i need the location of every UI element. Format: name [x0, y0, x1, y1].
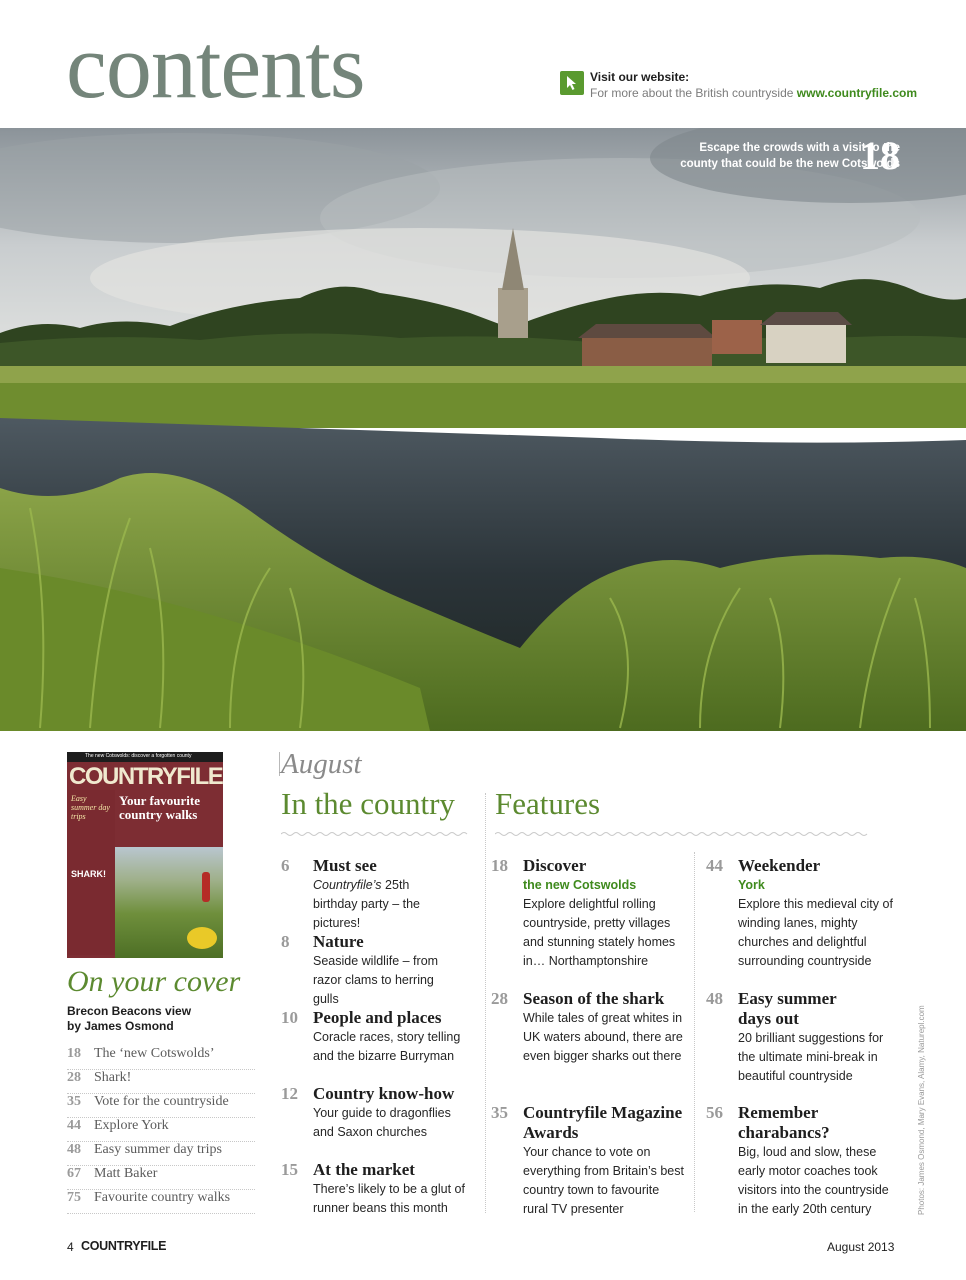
river-landscape-illustration [0, 128, 966, 731]
item-heading: Weekender [738, 856, 821, 875]
hero-caption-line: county that could be the new Cotswolds [680, 158, 900, 170]
cover-headline: Your favourite country walks [119, 793, 201, 822]
cover-list-text: Matt Baker [94, 1166, 158, 1181]
cover-list-text: The ‘new Cotswolds’ [94, 1046, 215, 1061]
cover-list-item[interactable] [67, 1094, 255, 1118]
cover-list-number: 28 [67, 1070, 81, 1085]
item-text [313, 876, 451, 933]
item-text: There’s likely to be a glut of runner beans this month [313, 1182, 465, 1215]
cover-list-text: Explore York [94, 1118, 169, 1133]
item-heading: Nature [313, 932, 364, 951]
cover-list-item[interactable] [67, 1142, 255, 1166]
item-text-body: 25th birthday party – the pictures! [313, 878, 421, 930]
item-page-number: 35 [491, 1103, 508, 1122]
item-text: Your chance to vote on everything from Britain’s best country town to favourite rural TV presenter [523, 1145, 684, 1216]
item-page-number: 12 [281, 1084, 298, 1103]
cover-credit [67, 1004, 227, 1034]
cover-top-tag: The new Cotswolds: discover a forgotten county [85, 753, 192, 759]
item-heading: Season of the shark [523, 989, 665, 1008]
item-text: Big, loud and slow, these early motor coaches took visitors into the countryside in the early 20th century [738, 1145, 889, 1216]
cover-credit-line: by James Osmond [67, 1019, 174, 1033]
cover-list-number: 48 [67, 1142, 81, 1157]
cover-list-text: Vote for the countryside [94, 1094, 229, 1109]
cover-list-item[interactable] [67, 1118, 255, 1142]
hero-photo [0, 128, 966, 731]
cover-masthead: COUNTRYFILE [69, 763, 223, 790]
contents-item[interactable] [281, 1008, 471, 1066]
divider [279, 752, 280, 776]
item-page-number: 28 [491, 989, 508, 1008]
cover-list-number: 44 [67, 1118, 81, 1133]
page-title: contents [66, 15, 365, 117]
in-the-country-heading: In the country [281, 786, 455, 821]
cover-list-number: 18 [67, 1046, 81, 1061]
magazine-cover[interactable] [67, 752, 223, 958]
cover-list-item[interactable] [67, 1046, 255, 1070]
cover-list-number: 75 [67, 1190, 81, 1205]
item-text-italic: Countryfile’s [313, 878, 382, 892]
cover-list-number: 35 [67, 1094, 81, 1109]
item-text: Explore delightful rolling countryside, pretty villages and stunning stately homes in… Northamptonshire [523, 897, 676, 968]
item-page-number: 10 [281, 1008, 298, 1027]
cover-list-text: Shark! [94, 1070, 132, 1085]
website-title: Visit our website: [590, 70, 690, 84]
website-line [590, 86, 917, 100]
item-heading: Countryfile Magazine Awards [523, 1103, 683, 1142]
wavy-rule [495, 830, 895, 838]
issue-month: August [281, 748, 362, 780]
cover-section-title: On your cover [67, 965, 241, 998]
cover-left-teaser: Easy summer day trips [71, 794, 110, 821]
item-text: Explore this medieval city of winding lanes, mighty churches and delightful surrounding countryside [738, 897, 893, 968]
feature-item[interactable] [491, 1103, 686, 1219]
item-page-number: 18 [491, 856, 508, 875]
contents-item[interactable] [281, 856, 451, 933]
item-heading: Country know-how [313, 1084, 455, 1103]
cursor-icon[interactable] [560, 71, 584, 95]
footer-date: August 2013 [827, 1240, 895, 1254]
item-page-number: 6 [281, 856, 290, 875]
item-heading: Must see [313, 856, 377, 875]
cover-list-item[interactable] [67, 1166, 255, 1190]
cover-list-item[interactable] [67, 1070, 255, 1094]
cover-credit-line: Brecon Beacons view [67, 1004, 192, 1018]
item-page-number: 48 [706, 989, 723, 1008]
features-heading: Features [495, 786, 601, 821]
wavy-rule [281, 830, 471, 838]
cover-list-number: 67 [67, 1166, 81, 1181]
item-heading: Easy summer days out [738, 989, 837, 1028]
photo-credit [917, 1005, 931, 1215]
item-heading: Discover [523, 856, 587, 875]
item-text: Your guide to dragonflies and Saxon churches [313, 1106, 451, 1139]
contents-item[interactable] [281, 1160, 471, 1218]
item-subheading: the new Cotswolds [523, 878, 637, 892]
feature-item[interactable] [706, 856, 896, 971]
column-divider [694, 852, 695, 1212]
cover-list-item[interactable] [67, 1190, 255, 1214]
cover-shark-teaser: SHARK! [71, 869, 106, 879]
contents-item[interactable] [281, 1084, 471, 1142]
item-page-number: 15 [281, 1160, 298, 1179]
item-heading: Remember charabancs? [738, 1103, 830, 1142]
contents-item[interactable] [281, 932, 451, 1009]
cover-list-text: Favourite country walks [94, 1190, 231, 1205]
cover-list-text: Easy summer day trips [94, 1142, 222, 1157]
feature-item[interactable] [491, 856, 686, 971]
item-subheading: York [738, 878, 765, 892]
website-text: For more about the British countryside [590, 86, 794, 100]
column-divider [485, 793, 486, 1213]
item-text: While tales of great whites in UK waters abound, there are even bigger sharks out there [523, 1011, 683, 1063]
feature-item[interactable] [706, 1103, 896, 1219]
photo-credit-text: Photos: James Osmond, Mary Evans, Alamy, Naturepl.com [917, 1005, 926, 1215]
item-text: Coracle races, story telling and the bizarre Burryman [313, 1030, 461, 1063]
item-heading: People and places [313, 1008, 442, 1027]
item-text: Seaside wildlife – from razor clams to herring gulls [313, 954, 439, 1006]
hero-page-number[interactable]: 18 [860, 133, 900, 178]
hero-caption-line: Escape the crowds with a visit to the [699, 142, 900, 154]
item-page-number: 56 [706, 1103, 723, 1122]
item-text: 20 brilliant suggestions for the ultimate mini-break in beautiful countryside [738, 1031, 884, 1083]
website-link[interactable]: www.countryfile.com [796, 86, 918, 100]
feature-item[interactable] [706, 989, 896, 1086]
footer-brand: COUNTRYFILE [81, 1239, 167, 1253]
feature-item[interactable] [491, 989, 686, 1066]
footer-page-number: 4 [67, 1240, 74, 1254]
item-heading: At the market [313, 1160, 415, 1179]
item-page-number: 8 [281, 932, 290, 951]
item-page-number: 44 [706, 856, 723, 875]
